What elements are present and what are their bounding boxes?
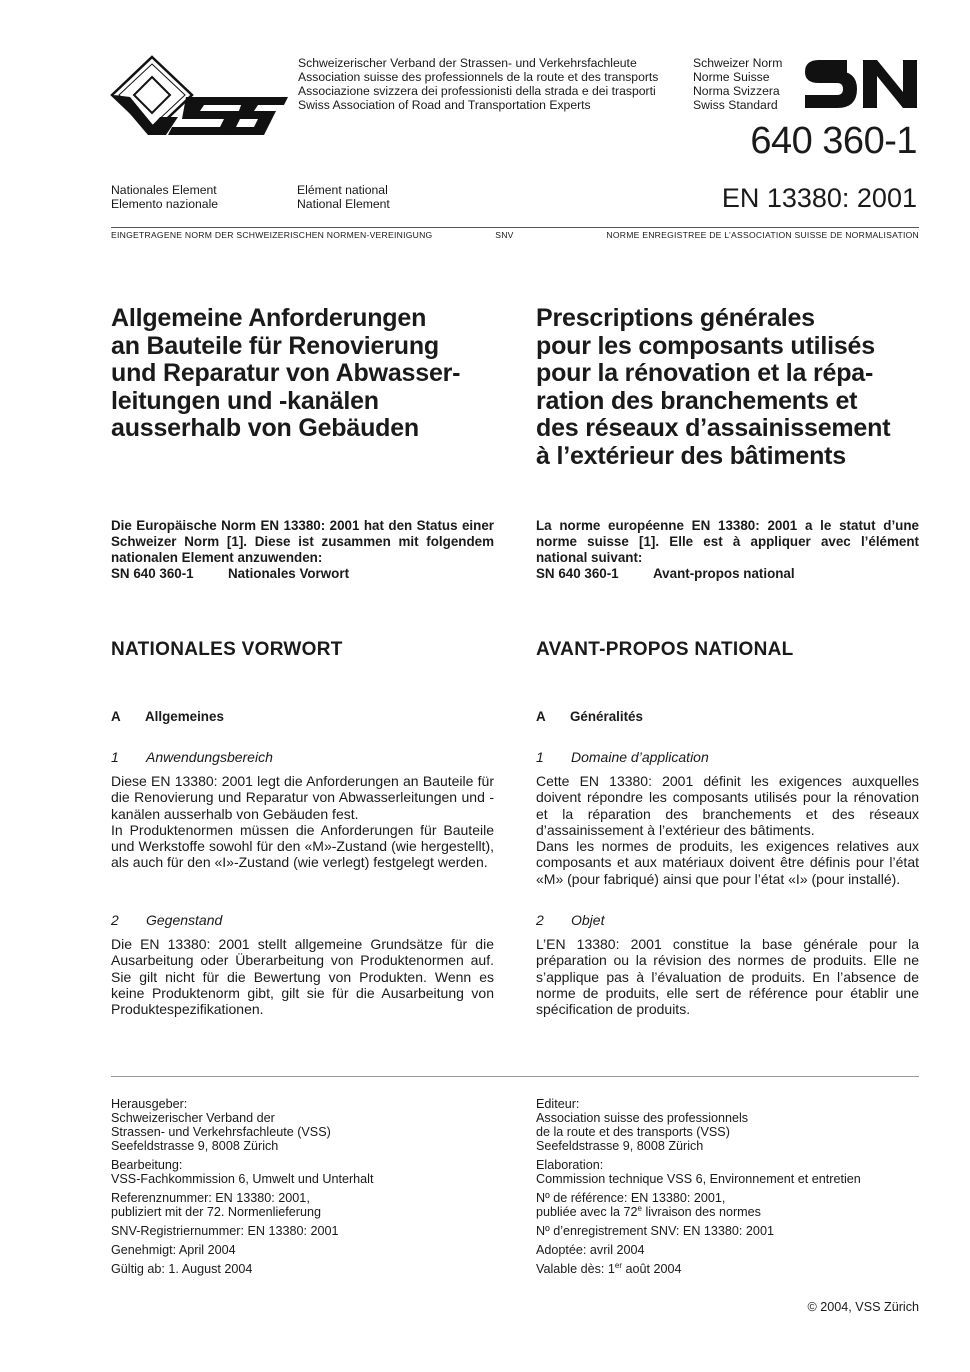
subsection-2-body-german (111, 936, 494, 1017)
subsection-number: 1 (536, 749, 544, 765)
imprint-line: Gültig ab: 1. August 2004 (111, 1262, 253, 1276)
title-line: an Bauteile für Renovierung (111, 331, 439, 360)
norm-type-line: Norma Svizzera (693, 84, 780, 98)
subsection-title: Gegenstand (146, 912, 223, 928)
imprint-line: Association suisse des professionnels (536, 1111, 749, 1125)
norm-number: 640 360-1 (750, 120, 917, 162)
imprint-label: Herausgeber: (111, 1097, 188, 1111)
status-text: Die Europäische Norm EN 13380: 2001 hat den Status einer Schweizer Norm [1]. Diese ist zusammen mit folgendem nationalen Element anzuwenden: (111, 518, 494, 565)
title-line: des réseaux d’assainissement (536, 414, 891, 443)
superscript: er (614, 1260, 623, 1270)
imprint-text: publiée avec la 72 (536, 1205, 638, 1219)
part-letter: A (111, 709, 121, 724)
title-line: und Reparatur von Abwasser- (111, 359, 461, 388)
part-heading-french (536, 709, 919, 724)
association-line: Schweizerischer Verband der Strassen- und Verkehrsfachleute (298, 56, 637, 70)
title-german (111, 305, 494, 443)
norm-type-line: Schweizer Norm (693, 56, 783, 70)
vss-logo (108, 55, 290, 146)
subsection-2-heading-french (536, 912, 919, 928)
paragraph: L’EN 13380: 2001 constitue la base générale pour la préparation ou la révision des normes de produits. Elle ne s’applique pas à l’évaluation de produits. En l’absence de norme de produits, elle sert de référence pour établir une spécification de produits. (536, 936, 919, 1018)
subsection-2-heading-german (111, 912, 494, 928)
part-letter: A (536, 709, 546, 724)
part-title: Généralités (570, 709, 643, 724)
national-element-line: Elemento nazionale (111, 197, 219, 211)
imprint-text: août 2004 (622, 1262, 682, 1276)
title-french (536, 305, 919, 471)
imprint-german (111, 1097, 494, 1281)
association-line: Swiss Association of Road and Transportation Experts (298, 98, 591, 112)
association-line: Associazione svizzera dei professionisti della strada e dei trasporti (298, 84, 656, 98)
title-line: leitungen und -kanälen (111, 386, 379, 415)
registered-center: SNV (495, 230, 514, 240)
part-heading-german (111, 709, 494, 724)
national-element-left (111, 183, 218, 211)
en-number: EN 13380: 2001 (721, 183, 917, 213)
title-line: pour la rénovation et la répa- (536, 359, 874, 388)
imprint-label: Bearbeitung: (111, 1158, 183, 1172)
subsection-1-heading-german (111, 749, 494, 765)
section-heading-french: AVANT-PROPOS NATIONAL (536, 639, 794, 660)
title-line: à l’extérieur des bâtiments (536, 441, 847, 470)
status-ref-number: SN 640 360-1 (111, 566, 194, 581)
imprint-label: Elaboration: (536, 1158, 604, 1172)
status-reference (111, 566, 494, 582)
association-names (298, 56, 658, 112)
imprint-text: livraison des normes (641, 1205, 761, 1219)
header-divider (111, 227, 919, 228)
national-element-line: Elément national (297, 183, 388, 197)
subsection-1-body-german (111, 773, 494, 871)
imprint-label: Editeur: (536, 1097, 580, 1111)
national-element-line: National Element (297, 197, 390, 211)
imprint-line: Nº d’enregistrement SNV: EN 13380: 2001 (536, 1224, 774, 1238)
subsection-2-body-french (536, 936, 919, 1017)
title-line: Prescriptions générales (536, 304, 815, 332)
part-title: Allgemeines (145, 709, 224, 724)
paragraph: Cette EN 13380: 2001 définit les exigences auxquelles doivent répondre les composants utilisés pour la rénovation et la réparation des branchements et des réseaux d’assainissement à l’extérieur des bâtiments. (536, 773, 919, 838)
subsection-1-body-french (536, 773, 919, 887)
status-text: La norme européenne EN 13380: 2001 a le statut d’une norme suisse [1]. Elle est à appliquer avec l’élément national suivant: (536, 518, 919, 565)
imprint-text: Valable dès: 1 (536, 1262, 615, 1276)
imprint-line (536, 1262, 919, 1276)
paragraph: Dans les normes de produits, les exigences relatives aux composants et aux matériaux doivent être définis pour l’état «M» (pour fabriqué) ainsi que pour l’état «I» (pour installé). (536, 838, 919, 887)
title-line: pour les composants utilisés (536, 331, 875, 360)
status-german (111, 518, 494, 582)
status-ref-label: Avant-propos national (653, 566, 795, 581)
norm-type-labels (693, 56, 782, 112)
imprint-line: Schweizerischer Verband der (111, 1111, 275, 1125)
sn-logo (803, 58, 919, 115)
national-element-line: Nationales Element (111, 183, 217, 197)
superscript: e (637, 1203, 642, 1213)
imprint-line: Genehmigt: April 2004 (111, 1243, 236, 1257)
imprint-line: Strassen- und Verkehrsfachleute (VSS) (111, 1125, 331, 1139)
paragraph: In Produktenormen müssen die Anforderungen für Bauteile und Werkstoffe sowohl für den «M»-Zustand (wie hergestellt), als auch für den «I»-Zustand (wie verlegt) festgelegt werden. (111, 821, 494, 871)
paragraph: Die EN 13380: 2001 stellt allgemeine Grundsätze für die Ausarbeitung oder Überarbeitung von Produktenormen auf. Sie gilt nicht für die Bewertung von Produkten. Wenn es keine Produktenorm gibt, gilt sie für die Ausarbeitung von Produktespezifikationen. (111, 936, 494, 1018)
imprint-line: SNV-Registriernummer: EN 13380: 2001 (111, 1224, 339, 1238)
imprint-line: Seefeldstrasse 9, 8008 Zürich (111, 1139, 279, 1153)
imprint-line: Nº de référence: EN 13380: 2001, (536, 1191, 726, 1205)
imprint-line: Referenznummer: EN 13380: 2001, (111, 1191, 310, 1205)
status-french (536, 518, 919, 582)
imprint-line: VSS-Fachkommission 6, Umwelt und Unterhalt (111, 1172, 374, 1186)
imprint-line: publiziert mit der 72. Normenlieferung (111, 1205, 321, 1219)
status-reference (536, 566, 919, 582)
imprint-divider (111, 1076, 919, 1077)
paragraph: Diese EN 13380: 2001 legt die Anforderungen an Bauteile für die Renovierung und Reparatur von Abwasserleitungen und -kanälen ausserhalb von Gebäuden fest. (111, 773, 494, 822)
subsection-number: 1 (111, 749, 119, 765)
section-heading-german: NATIONALES VORWORT (111, 639, 343, 660)
subsection-title: Anwendungsbereich (146, 749, 273, 765)
imprint-line (536, 1205, 919, 1219)
imprint-line: de la route et des transports (VSS) (536, 1125, 730, 1139)
national-element-right (297, 183, 390, 211)
status-ref-number: SN 640 360-1 (536, 566, 619, 581)
subsection-number: 2 (111, 912, 119, 928)
association-line: Association suisse des professionnels de la route et des transports (298, 70, 659, 84)
imprint-line: Seefeldstrasse 9, 8008 Zürich (536, 1139, 704, 1153)
norm-type-line: Norme Suisse (693, 70, 770, 84)
subsection-1-heading-french (536, 749, 919, 765)
title-line: ration des branchements et (536, 386, 858, 415)
registration-line (111, 230, 919, 240)
registered-right: NORME ENREGISTREE DE L’ASSOCIATION SUISSE DE NORMALISATION (606, 230, 919, 240)
copyright: © 2004, VSS Zürich (807, 1300, 919, 1314)
status-ref-label: Nationales Vorwort (228, 566, 350, 581)
subsection-title: Domaine d’application (571, 749, 709, 765)
title-line: Allgemeine Anforderungen (111, 304, 427, 332)
registered-left: EINGETRAGENE NORM DER SCHWEIZERISCHEN NORMEN-VEREINIGUNG (111, 230, 433, 240)
imprint-line: Commission technique VSS 6, Environnement et entretien (536, 1172, 861, 1186)
imprint-line: Adoptée: avril 2004 (536, 1243, 645, 1257)
norm-type-line: Swiss Standard (693, 98, 778, 112)
title-line: ausserhalb von Gebäuden (111, 414, 419, 443)
subsection-number: 2 (536, 912, 544, 928)
imprint-french (536, 1097, 919, 1281)
subsection-title: Objet (571, 912, 605, 928)
